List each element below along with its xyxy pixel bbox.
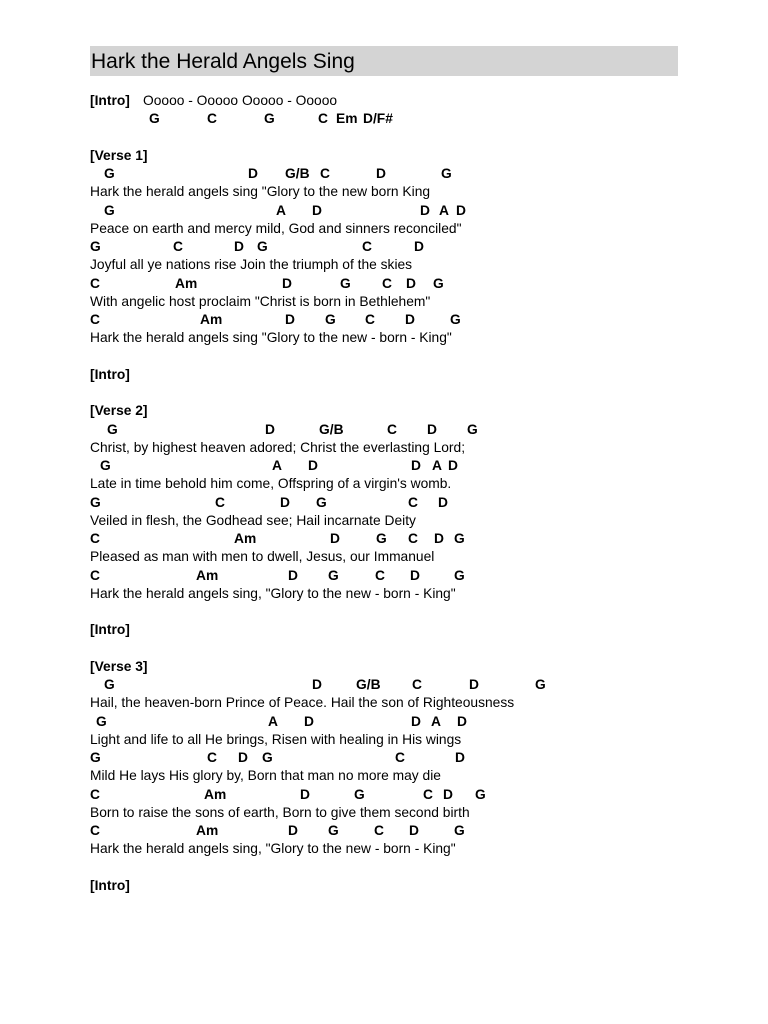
chord: Am <box>196 823 219 838</box>
chord: C <box>90 567 100 583</box>
chord: D/F# <box>363 111 393 127</box>
chord-line <box>90 275 678 293</box>
chord: C <box>215 494 225 510</box>
chord: G/B <box>319 421 344 437</box>
chord: G <box>107 421 118 437</box>
chord: D <box>376 166 386 181</box>
chord: D <box>330 531 340 546</box>
chord: D <box>248 166 258 181</box>
lyric-line: Hark the herald angels sing, "Glory to the new - born - King" <box>90 585 456 601</box>
chord: A <box>439 202 449 218</box>
chord: D <box>312 202 322 218</box>
chord: D <box>288 567 298 583</box>
chord: C <box>362 239 372 254</box>
section-label-line <box>90 658 678 676</box>
chord: D <box>308 458 318 473</box>
chord: C <box>90 312 100 327</box>
chord-line <box>90 110 678 128</box>
chord: G <box>441 166 452 181</box>
chord: D <box>434 531 444 546</box>
lyric-line: Veiled in flesh, the Godhead see; Hail incarnate Deity <box>90 512 416 528</box>
chord: G <box>454 567 465 583</box>
chord: G <box>354 786 365 802</box>
section-label-line <box>90 147 678 165</box>
chord: Am <box>196 567 219 583</box>
chord: D <box>410 567 420 583</box>
chord: D <box>406 275 416 291</box>
chord-line <box>90 311 678 329</box>
section-label-line <box>90 877 678 895</box>
chord: D <box>469 677 479 692</box>
chord: C <box>374 823 384 838</box>
lyric-line: Light and life to all He brings, Risen with healing in His wings <box>90 731 462 747</box>
chord: A <box>272 458 282 473</box>
chord-line <box>90 822 678 840</box>
chord: D <box>282 275 292 291</box>
chord: C <box>395 750 405 765</box>
chord: G <box>467 421 478 437</box>
intro-repeat-label: [Intro] <box>90 877 130 893</box>
intro-repeat-label: [Intro] <box>90 622 130 638</box>
chord: C <box>382 275 392 291</box>
lyric-line: Mild He lays His glory by, Born that man no more may die <box>90 768 441 784</box>
chord: D <box>312 677 322 692</box>
chord-line <box>90 202 678 220</box>
chord: C <box>207 111 217 127</box>
chord-line <box>90 494 678 512</box>
chord: C <box>387 421 397 437</box>
chord: G/B <box>285 166 310 181</box>
chord-line <box>90 238 678 256</box>
chord: G <box>454 531 465 546</box>
chord: D <box>457 713 467 729</box>
chord: D <box>265 421 275 437</box>
chord: G <box>376 531 387 546</box>
lyric-line: Christ, by highest heaven adored; Christ the everlasting Lord; <box>90 439 466 455</box>
lyric-line: Hark the herald angels sing "Glory to the new - born - King" <box>90 330 452 346</box>
verse-2-label: [Verse 2] <box>90 403 148 419</box>
chord: D <box>438 494 448 510</box>
chord: G <box>328 823 339 838</box>
chord: D <box>420 202 430 218</box>
chord: A <box>276 202 286 218</box>
chord: G <box>454 823 465 838</box>
chord: D <box>443 786 453 802</box>
chord: G <box>328 567 339 583</box>
lyric-line: Hark the herald angels sing, "Glory to the new - born - King" <box>90 841 456 857</box>
chord: G <box>100 458 111 473</box>
lyric-line: Peace on earth and mercy mild, God and sinners reconciled" <box>90 220 462 236</box>
chord: D <box>285 312 295 327</box>
chord: A <box>431 713 441 729</box>
chord: G <box>90 494 101 510</box>
chord: G <box>104 677 115 692</box>
chord: G <box>262 750 273 765</box>
intro-repeat-label: [Intro] <box>90 366 130 382</box>
chord: A <box>268 713 278 729</box>
chord: Am <box>200 312 223 327</box>
lyric-line: With angelic host proclaim "Christ is born in Bethlehem" <box>90 293 431 309</box>
chord: C <box>90 531 100 546</box>
chord: C <box>423 786 433 802</box>
lyric-line: Hark the herald angels sing "Glory to the new born King <box>90 184 431 200</box>
chord: C <box>90 786 100 802</box>
chord: D <box>411 713 421 729</box>
chord: D <box>234 239 244 254</box>
chord: G/B <box>356 677 381 692</box>
chord: G <box>104 166 115 181</box>
chord-line <box>90 165 678 183</box>
chord: Am <box>234 531 257 546</box>
chord: G <box>316 494 327 510</box>
chord: D <box>280 494 290 510</box>
chord: C <box>90 823 100 838</box>
chord: G <box>325 312 336 327</box>
chord: G <box>257 239 268 254</box>
chord: D <box>455 750 465 765</box>
lyric-line: Joyful all ye nations rise Join the triumph of the skies <box>90 257 413 273</box>
chord: G <box>149 111 160 127</box>
verse-3-label: [Verse 3] <box>90 658 148 674</box>
chord: D <box>238 750 248 765</box>
chord: D <box>414 239 424 254</box>
lyric-line: Hail, the heaven-born Prince of Peace. Hail the son of Righteousness <box>90 695 515 711</box>
chord-line <box>90 749 678 767</box>
chord: Am <box>204 786 227 802</box>
chord-line <box>90 676 678 694</box>
chord: C <box>365 312 375 327</box>
chord: D <box>427 421 437 437</box>
chord-sheet <box>90 46 678 895</box>
section-label-line <box>90 621 678 639</box>
chord: D <box>288 823 298 838</box>
chord: Em <box>336 111 358 127</box>
chord: D <box>300 786 310 802</box>
chord: C <box>375 567 385 583</box>
verse-1-label: [Verse 1] <box>90 147 148 163</box>
chord: G <box>535 677 546 692</box>
chord: G <box>340 275 351 291</box>
intro-vocal-text: Ooooo - Ooooo Ooooo - Ooooo <box>143 93 338 108</box>
chord: C <box>90 275 100 291</box>
chord: G <box>96 713 107 729</box>
chord: D <box>456 202 466 218</box>
chord: C <box>408 494 418 510</box>
chord: G <box>433 275 444 291</box>
chord-line <box>90 421 678 439</box>
chord-line <box>90 567 678 585</box>
chord: D <box>411 458 421 473</box>
intro-line <box>90 92 678 110</box>
section-label-line <box>90 366 678 384</box>
chord: C <box>408 531 418 546</box>
chord: D <box>405 312 415 327</box>
chord-line <box>90 530 678 548</box>
chord: G <box>90 239 101 254</box>
chord: Am <box>175 275 198 291</box>
intro-label: [Intro] <box>90 93 130 108</box>
chord: G <box>264 111 275 127</box>
chord: C <box>173 239 183 254</box>
section-label-line <box>90 402 678 420</box>
chord: G <box>90 750 101 765</box>
lyric-line: Late in time behold him come, Offspring of a virgin's womb. <box>90 476 452 492</box>
chord: A <box>432 458 442 473</box>
chord: C <box>320 166 330 181</box>
chord: D <box>304 713 314 729</box>
lyric-line: Pleased as man with men to dwell, Jesus, our Immanuel <box>90 549 435 565</box>
chord-line <box>90 457 678 475</box>
chord: D <box>409 823 419 838</box>
chord-line <box>90 786 678 804</box>
chord: G <box>450 312 461 327</box>
chord: C <box>207 750 217 765</box>
song-title: Hark the Herald Angels Sing <box>90 46 678 76</box>
chord: G <box>475 786 486 802</box>
chord: C <box>412 677 422 692</box>
chord: C <box>318 111 328 127</box>
chord: D <box>448 458 458 473</box>
chord: G <box>104 202 115 218</box>
lyric-line: Born to raise the sons of earth, Born to give them second birth <box>90 804 470 820</box>
chord-line <box>90 713 678 731</box>
